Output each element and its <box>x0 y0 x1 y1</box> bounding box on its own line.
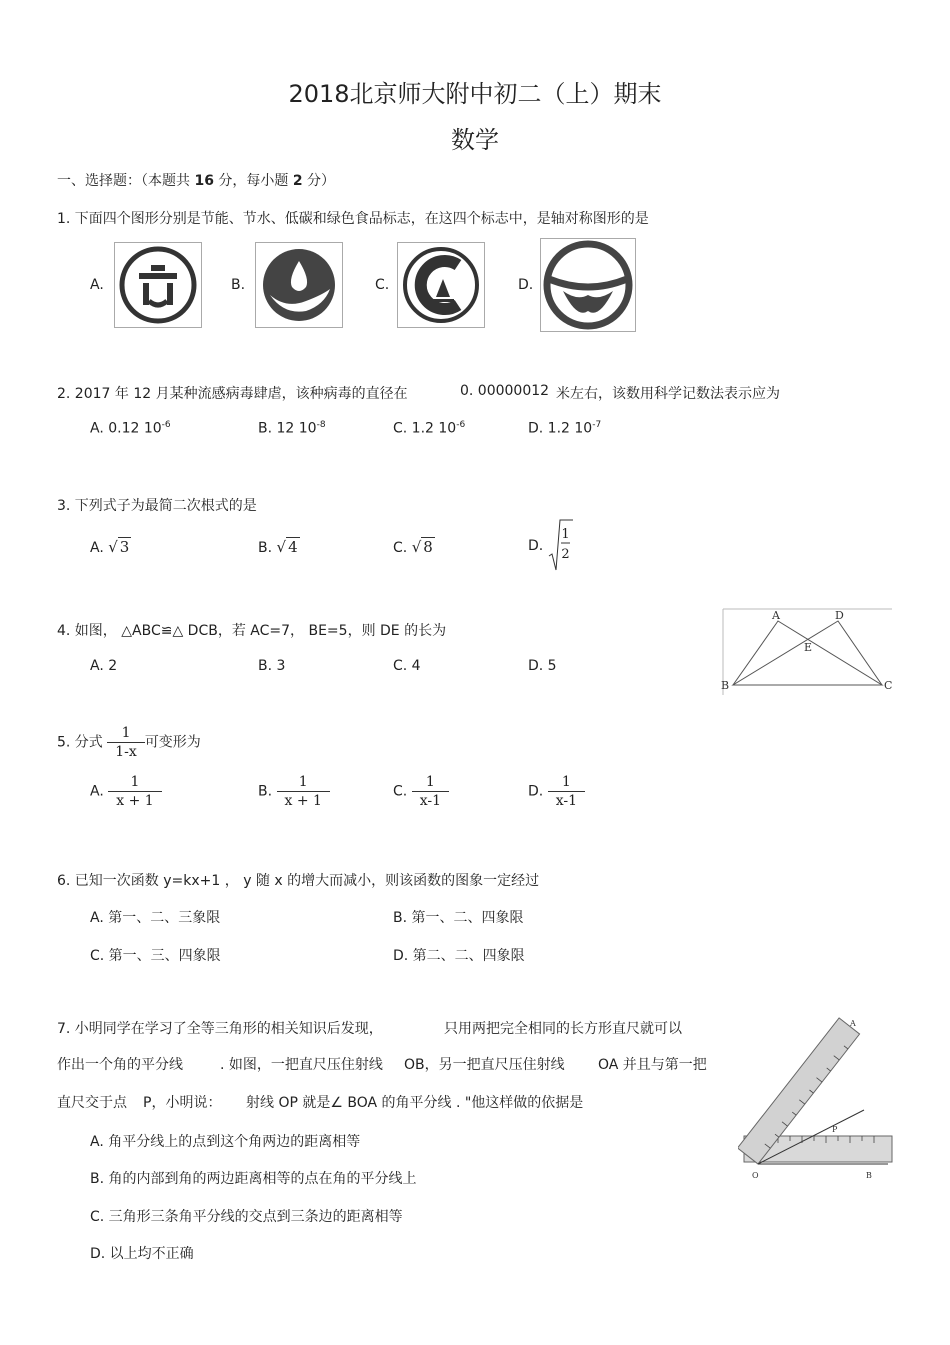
svg-text:A: A <box>850 1019 856 1028</box>
q4-option-a: A. 2 <box>90 658 118 674</box>
q4-option-b: B. 3 <box>258 658 286 674</box>
triangle-figure <box>720 603 895 702</box>
q7-line3-c: 射线 OP 就是∠ BOA 的角平分线 . "他这样做的依据是 <box>246 1095 584 1111</box>
q7-line2-d: OA 并且与第一把 <box>598 1057 707 1073</box>
q1-option-a-label: A. <box>90 277 104 293</box>
ruler-figure <box>738 1012 898 1186</box>
q7-line3-b: P，小明说： <box>143 1095 222 1111</box>
q7-line2-c: OB，另一把直尺压住射线 <box>404 1057 565 1073</box>
svg-text:A: A <box>772 609 780 622</box>
q3-option-b: B. √ 4 <box>258 538 298 556</box>
q5-option-d: D. $\frac{1}{x-1}$ <box>528 773 585 810</box>
q2-stem-b: 米左右，该数用科学记数法表示应为 <box>556 386 780 402</box>
q6-option-a: A. 第一、二、三象限 <box>90 910 221 926</box>
page-subtitle: 数学 <box>451 126 499 154</box>
q2-value: 0. 00000012 <box>460 383 550 399</box>
svg-text:P: P <box>832 1125 838 1134</box>
q5-stem-fraction: $\frac{1}{1-x}$ <box>107 724 145 761</box>
q3-stem: 3. 下列式子为最简二次根式的是 <box>57 498 257 514</box>
q1-option-d-label: D. <box>518 277 534 293</box>
svg-text:C: C <box>884 679 893 692</box>
q6-stem: 6. 已知一次函数 y=kx+1 ， y 随 x 的增大而减小，则该函数的图象一定经过 <box>57 873 540 889</box>
green-food-logo-icon <box>540 238 636 332</box>
sqrt-4: √ 4 <box>276 538 298 556</box>
water-saving-logo-icon <box>255 242 343 328</box>
energy-saving-logo-icon <box>114 242 202 328</box>
q5-stem: 5. 分式 $\frac{1}{1-x}$ 可变形为 <box>57 725 201 760</box>
q7-option-a: A. 角平分线上的点到这个角两边的距离相等 <box>90 1134 361 1150</box>
q7-option-d: D. 以上均不正确 <box>90 1246 194 1262</box>
q5-option-a: A. $\frac{1}{x + 1}$ <box>90 773 162 810</box>
q7-option-b: B. 角的内部到角的两边距离相等的点在角的平分线上 <box>90 1171 417 1187</box>
low-carbon-logo-icon <box>397 242 485 328</box>
q7-line1-b: 只用两把完全相同的长方形直尺就可以 <box>444 1021 682 1037</box>
q3-option-c: C. √ 8 <box>393 538 433 556</box>
q1-option-b-label: B. <box>231 277 246 293</box>
q6-option-d: D. 第二、二、四象限 <box>393 948 525 964</box>
q2-option-a: A. 0.12 $10^{-6}$ <box>90 420 171 437</box>
q2-option-c: C. 1.2 $10^{-6}$ <box>393 420 466 437</box>
q3-option-d-label: D. <box>528 538 544 554</box>
q5-option-b: B. $\frac{1}{x + 1}$ <box>258 773 330 810</box>
q7-line1-a: 7. 小明同学在学习了全等三角形的相关知识后发现， <box>57 1021 383 1037</box>
svg-text:E: E <box>804 641 813 654</box>
svg-text:B: B <box>721 679 730 692</box>
svg-text:2: 2 <box>561 547 570 562</box>
svg-text:1: 1 <box>561 527 570 542</box>
q4-option-c: C. 4 <box>393 658 421 674</box>
q7-option-c: C. 三角形三条角平分线的交点到三条边的距离相等 <box>90 1209 403 1225</box>
svg-text:B: B <box>866 1171 872 1180</box>
sqrt-half <box>548 518 574 576</box>
section-heading: 一、选择题：（本题共 16 分，每小题 2 分） <box>57 173 336 189</box>
q1-stem: 1. 下面四个图形分别是节能、节水、低碳和绿色食品标志，在这四个标志中，是轴对称图形的是 <box>57 211 649 227</box>
svg-text:O: O <box>752 1171 759 1180</box>
q4-stem: 4. 如图， △ABC≌△ DCB，若 AC=7， BE=5，则 DE 的长为 <box>57 623 447 639</box>
q5-option-c: C. $\frac{1}{x-1}$ <box>393 773 449 810</box>
q4-option-d: D. 5 <box>528 658 557 674</box>
sqrt-3: √ 3 <box>108 538 130 556</box>
q6-option-c: C. 第一、三、四象限 <box>90 948 221 964</box>
q2-option-d: D. 1.2 $10^{-7}$ <box>528 420 602 437</box>
sqrt-8: √ 8 <box>411 538 433 556</box>
page-title: 2018北京师大附中初二（上）期末 <box>288 80 662 108</box>
q2-stem-a: 2. 2017 年 12 月某种流感病毒肆虐，该种病毒的直径在 <box>57 386 408 402</box>
q2-option-b: B. 12 $10^{-8}$ <box>258 420 326 437</box>
q3-option-a: A. √ 3 <box>90 538 130 556</box>
q7-line3-a: 直尺交于点 <box>57 1095 127 1111</box>
q7-line2-a: 作出一个角的平分线 <box>57 1057 183 1073</box>
q6-option-b: B. 第一、二、四象限 <box>393 910 524 926</box>
q7-line2-b: . 如图，一把直尺压住射线 <box>220 1057 383 1073</box>
svg-text:D: D <box>835 609 844 622</box>
q1-option-c-label: C. <box>375 277 390 293</box>
